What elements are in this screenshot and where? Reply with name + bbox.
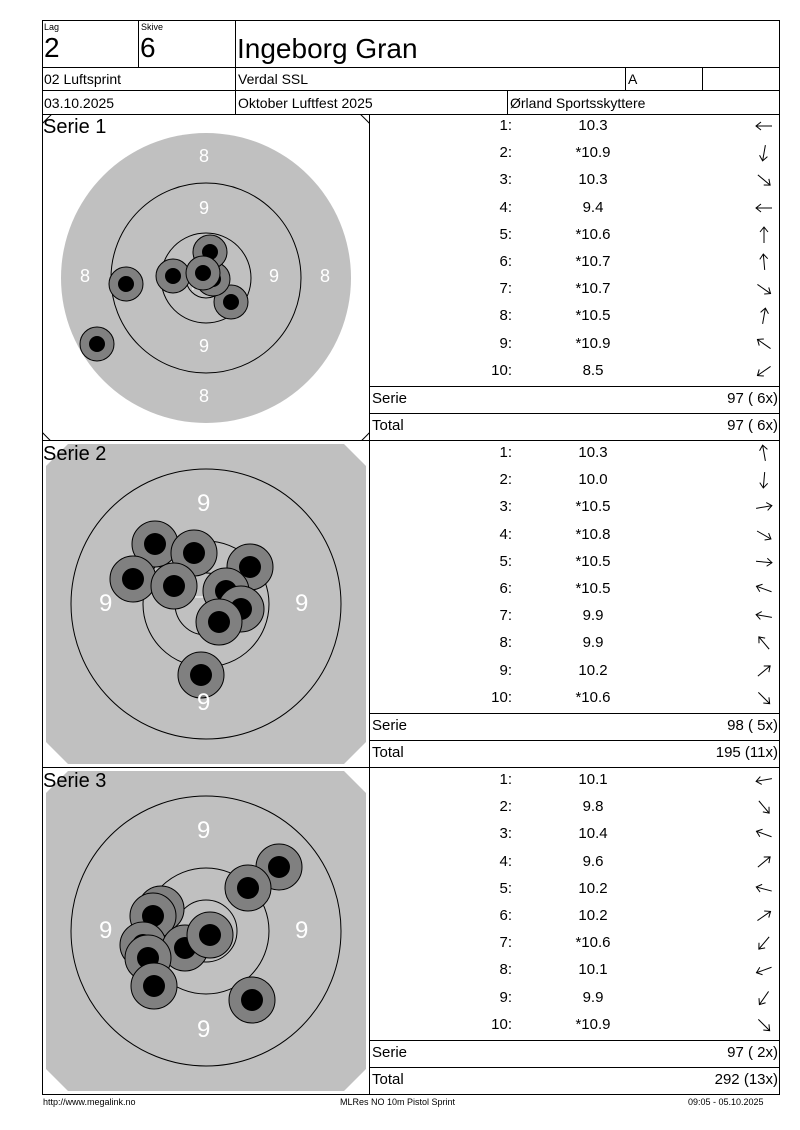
shot-value: 10.1 xyxy=(578,961,608,979)
shot-value: 8.5 xyxy=(582,361,604,379)
date-value: 03.10.2025 xyxy=(44,95,115,111)
serie-label: Serie xyxy=(372,1044,408,1061)
serie-total: 97 ( 2x) xyxy=(727,1044,778,1061)
serie-total: 97 ( 6x) xyxy=(727,390,778,407)
shot-value: *10.9 xyxy=(575,144,611,162)
total-value: 292 (13x) xyxy=(714,1071,778,1088)
serie-3-title: Serie 3 xyxy=(43,770,107,792)
shot-number: 8: xyxy=(499,307,512,325)
total-value: 195 (11x) xyxy=(715,744,778,761)
shot-value: *10.7 xyxy=(575,280,611,298)
club-name: Verdal SSL xyxy=(238,71,309,87)
shot-value: 10.3 xyxy=(578,171,608,189)
ring-label: 8 xyxy=(199,386,210,406)
shot-value: 9.9 xyxy=(582,634,604,652)
arrow-up-right-icon xyxy=(753,851,775,873)
shot-number: 7: xyxy=(499,934,512,952)
shot-number: 6: xyxy=(499,907,512,924)
shot-number: 9: xyxy=(499,988,512,1006)
total-label: Total xyxy=(372,417,404,434)
arrow-left-icon xyxy=(753,769,775,791)
shot-value: *10.5 xyxy=(575,580,611,597)
shot-value: 9.6 xyxy=(582,852,604,870)
shot-value: *10.9 xyxy=(575,334,611,352)
arrow-right-icon xyxy=(753,496,775,518)
shot-value: 10.2 xyxy=(578,907,608,924)
shot-value: *10.5 xyxy=(575,552,611,570)
ring-label: 8 xyxy=(199,146,210,166)
target-serie-1 xyxy=(43,115,369,441)
arrow-down-left-icon xyxy=(753,360,775,382)
ring-label: 8 xyxy=(80,266,91,286)
arrow-down-icon xyxy=(753,469,775,491)
footer-url[interactable]: http://www.megalink.no xyxy=(43,1097,136,1107)
shot-number: 6: xyxy=(499,580,512,597)
skive-label: Skive xyxy=(141,22,164,32)
shot-number: 10: xyxy=(491,1015,512,1033)
shot-hole xyxy=(109,267,143,301)
shot-number: 5: xyxy=(499,879,512,897)
arrow-down-right-icon xyxy=(753,278,775,300)
arrow-left-icon xyxy=(753,605,775,627)
shot-number: 1: xyxy=(499,117,512,134)
shot-number: 7: xyxy=(499,280,512,298)
ring-label: 9 xyxy=(295,917,309,944)
shot-number: 10: xyxy=(491,688,512,706)
shot-value: *10.6 xyxy=(575,225,611,243)
arrow-left-icon xyxy=(753,197,775,219)
shot-number: 8: xyxy=(499,961,512,979)
program-name: 02 Luftsprint xyxy=(44,71,122,87)
arrow-left-icon xyxy=(753,878,775,900)
arrow-left-icon xyxy=(753,578,775,600)
shot-number: 2: xyxy=(499,144,512,162)
shot-number: 2: xyxy=(499,471,512,489)
shot-value: *10.9 xyxy=(575,1015,611,1033)
ring-label: 9 xyxy=(197,689,211,716)
shot-value: *10.5 xyxy=(575,498,611,516)
total-value: 97 ( 6x) xyxy=(727,417,778,434)
shot-value: 10.0 xyxy=(578,471,608,489)
arrow-down-right-icon xyxy=(753,1014,775,1036)
total-label: Total xyxy=(372,1071,404,1088)
arrow-right-icon xyxy=(753,551,775,573)
ring-label: 8 xyxy=(320,266,331,286)
shot-value: 9.9 xyxy=(582,607,604,625)
target-serie-2 xyxy=(43,441,369,767)
ring-label: 9 xyxy=(269,266,280,286)
arrow-down-left-icon xyxy=(753,987,775,1009)
shot-number: 7: xyxy=(499,607,512,625)
shot-value: 10.2 xyxy=(578,879,608,897)
arrow-down-left-icon xyxy=(753,932,775,954)
arrow-up-right-icon xyxy=(753,660,775,682)
shot-number: 1: xyxy=(499,444,512,461)
shot-value: *10.7 xyxy=(575,253,611,270)
ring-label: 9 xyxy=(197,817,211,844)
arrow-down-icon xyxy=(753,142,775,164)
arrow-up-icon xyxy=(753,305,775,327)
serie-total: 98 ( 5x) xyxy=(727,717,778,734)
arrow-left-icon xyxy=(753,115,775,137)
shot-hole xyxy=(151,563,197,609)
serie-1-title: Serie 1 xyxy=(43,116,107,138)
event-name: Oktober Luftfest 2025 xyxy=(238,95,373,111)
arrow-down-right-icon xyxy=(753,169,775,191)
shot-number: 4: xyxy=(499,525,512,543)
ring-label: 9 xyxy=(199,336,210,356)
shot-number: 3: xyxy=(499,171,512,189)
shot-value: 10.3 xyxy=(578,117,608,134)
shot-value: 9.8 xyxy=(582,798,604,816)
shot-number: 3: xyxy=(499,498,512,516)
shot-hole xyxy=(131,963,177,1009)
arrow-up-icon xyxy=(753,224,775,246)
shot-number: 3: xyxy=(499,825,512,843)
arrow-left-icon xyxy=(753,823,775,845)
arrow-down-right-icon xyxy=(753,687,775,709)
shot-value: 9.9 xyxy=(582,988,604,1006)
shot-number: 1: xyxy=(499,771,512,788)
shooter-name: Ingeborg Gran xyxy=(237,33,418,64)
shot-value: 10.4 xyxy=(578,825,608,843)
ring-label: 9 xyxy=(295,590,309,617)
shot-hole xyxy=(229,977,275,1023)
shot-hole xyxy=(156,259,190,293)
serie-2-title: Serie 2 xyxy=(43,443,107,465)
footer-program: MLRes NO 10m Pistol Sprint xyxy=(340,1097,456,1107)
shot-number: 5: xyxy=(499,225,512,243)
serie-label: Serie xyxy=(372,390,408,407)
arrow-down-right-icon xyxy=(753,796,775,818)
shot-number: 4: xyxy=(499,852,512,870)
shot-hole xyxy=(80,327,114,361)
arrow-up-icon xyxy=(753,442,775,464)
shot-value: 10.3 xyxy=(578,444,608,461)
arrow-up-left-icon xyxy=(753,632,775,654)
shot-number: 5: xyxy=(499,552,512,570)
shot-hole xyxy=(196,599,242,645)
ring-label: 9 xyxy=(99,917,113,944)
arrow-up-right-icon xyxy=(753,905,775,927)
shot-number: 6: xyxy=(499,253,512,270)
shot-hole xyxy=(186,256,220,290)
shot-number: 9: xyxy=(499,334,512,352)
shot-number: 2: xyxy=(499,798,512,816)
arrow-down-right-icon xyxy=(753,524,775,546)
lag-value: 2 xyxy=(44,32,60,63)
shot-hole xyxy=(225,865,271,911)
shot-number: 8: xyxy=(499,634,512,652)
ring-label: 9 xyxy=(99,590,113,617)
shot-value: *10.8 xyxy=(575,525,611,543)
shot-value: *10.6 xyxy=(575,934,611,952)
shot-value: *10.6 xyxy=(575,688,611,706)
shot-value: *10.5 xyxy=(575,307,611,325)
skive-value: 6 xyxy=(140,32,156,63)
ring-label: 9 xyxy=(197,1016,211,1043)
shot-number: 9: xyxy=(499,661,512,679)
organizer-name: Ørland Sportsskyttere xyxy=(510,95,646,111)
shot-number: 10: xyxy=(491,361,512,379)
ring-label: 9 xyxy=(199,198,210,218)
total-label: Total xyxy=(372,744,404,761)
serie-label: Serie xyxy=(372,717,408,734)
shot-hole xyxy=(110,556,156,602)
target-serie-3 xyxy=(43,768,369,1094)
arrow-up-icon xyxy=(753,251,775,273)
shot-hole xyxy=(187,912,233,958)
shot-number: 4: xyxy=(499,198,512,216)
footer-timestamp: 09:05 - 05.10.2025 xyxy=(688,1097,764,1107)
shot-value: 10.2 xyxy=(578,661,608,679)
shot-value: 9.4 xyxy=(582,198,604,216)
lag-label: Lag xyxy=(44,22,60,32)
class-value: A xyxy=(628,71,638,87)
ring-label: 9 xyxy=(197,490,211,517)
arrow-up-left-icon xyxy=(753,333,775,355)
arrow-left-icon xyxy=(753,959,775,981)
shot-value: 10.1 xyxy=(578,771,608,788)
